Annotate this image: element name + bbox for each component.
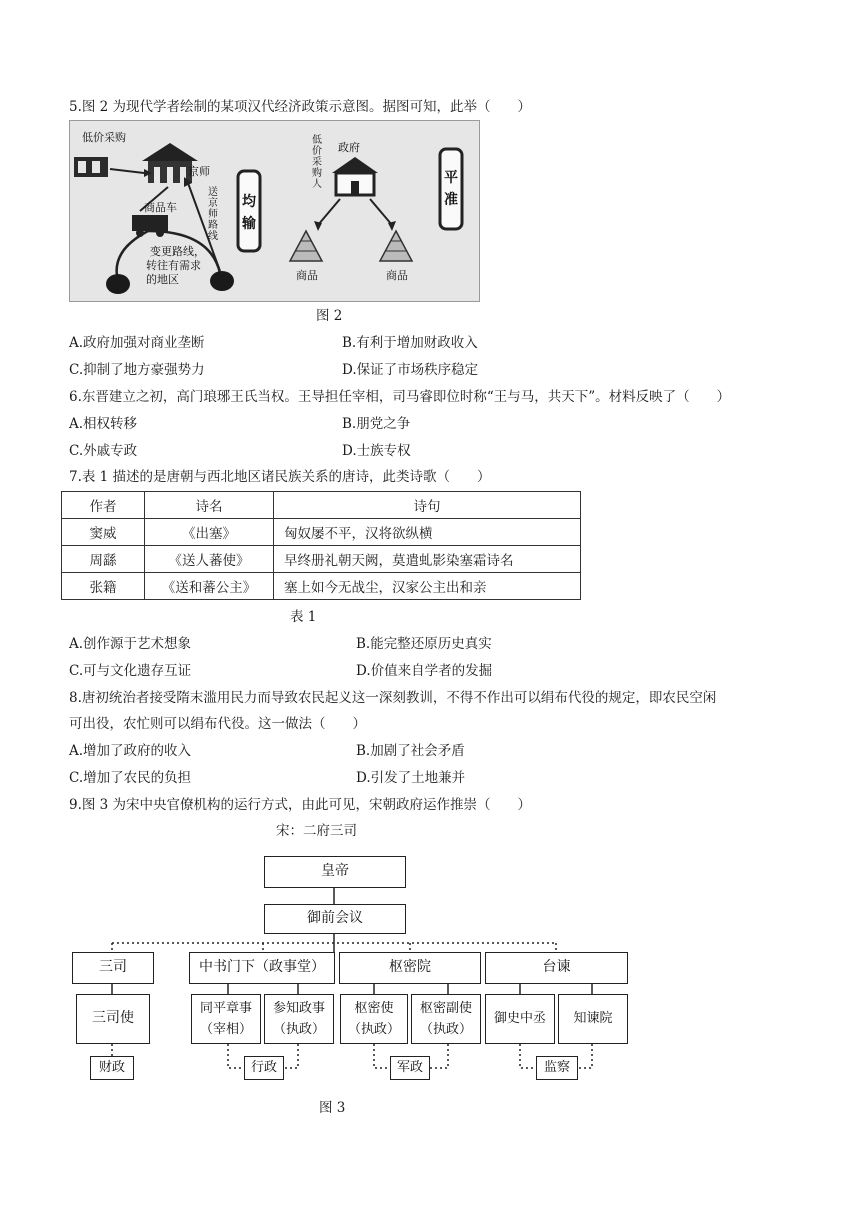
canzhi-box [264,994,334,1044]
q7-option-c[interactable]: C.可与文化遗存互证 [69,663,192,679]
shumi-label: 枢密院 [389,959,431,975]
q7-option-d[interactable]: D.价值来自学者的发掘 [356,663,493,679]
tongping-role: （宰相） [199,1022,252,1037]
q5-option-a[interactable]: A.政府加强对商业垄断 [69,335,205,351]
sansi-label: 三司 [99,959,127,975]
q7-option-a[interactable]: A.创作源于艺术想象 [69,636,192,652]
table-cell-verse: 早终册礼朝天阙，莫遣虬影染塞霜诗名 [274,546,581,573]
figure-2-label-junshu: 均输 [242,194,256,232]
sansishi-label: 三司使 [92,1010,134,1026]
figure-2-label-goods-1: 商品 [296,269,318,282]
figure-3-title: 宋：二府三司 [276,823,357,839]
supervision-box [536,1056,578,1080]
finance-box [90,1056,134,1080]
figure-2-label-goods-2: 商品 [386,269,408,282]
administration-box [244,1056,284,1080]
figure-2-label-buy-low-left: 低价采购 [82,131,126,144]
table-cell-author: 张籍 [62,573,145,600]
table-header-verse: 诗句 [274,492,581,519]
shumifu-box [411,994,481,1044]
imperial-council-label: 御前会议 [307,910,363,926]
question-8-stem-line-1: 8.唐初统治者接受隋末滥用民力而导致农民起义这一深刻教训，不得不作出可以绢布代役的规定，即农民空闲 [69,690,717,706]
table-header-title: 诗名 [145,492,274,519]
q8-option-d[interactable]: D.引发了土地兼并 [356,770,466,786]
q6-option-b[interactable]: B.朋党之争 [342,416,411,432]
figure-2-label-route-3: 的地区 [146,273,179,286]
q6-option-a[interactable]: A.相权转移 [69,416,138,432]
zhijian-box [558,994,628,1044]
table-cell-title: 《送人蕃使》 [145,546,274,573]
q5-option-b[interactable]: B.有利于增加财政收入 [342,335,478,351]
figure-2-label-deliver-route: 送京师路线 [208,187,218,242]
military-box [390,1056,430,1080]
canzhi-role: （执政） [272,1022,325,1037]
shumishi-role: （执政） [347,1022,400,1037]
canzhi-label: 参知政事 [272,1001,325,1016]
tongping-label: 同平章事 [199,1001,252,1016]
tongping-box [191,994,261,1044]
q5-option-d[interactable]: D.保证了市场秩序稳定 [342,362,479,378]
table-cell-verse: 塞上如今无战尘，汉家公主出和亲 [274,573,581,600]
table-cell-title: 《送和蕃公主》 [145,573,274,600]
shumishi-box [340,994,408,1044]
shumishi-label: 枢密使 [354,1001,394,1016]
q5-option-c[interactable]: C.抑制了地方豪强势力 [69,362,205,378]
taijian-box [485,952,628,984]
finance-label: 财政 [98,1060,125,1075]
figure-2-label-route-1: 变更路线， [150,245,205,258]
table-cell-title: 《出塞》 [145,519,274,546]
sansishi-box [76,994,150,1044]
administration-label: 行政 [250,1060,277,1075]
figure-2-label-route-2: 转往有需求 [146,259,201,272]
table-cell-author: 窦威 [62,519,145,546]
figure-2-label-goods-cart: 商品车 [144,201,177,214]
shumifu-label: 枢密副使 [419,1001,472,1016]
question-8-stem-line-2: 可出役，农忙则可以绢布代役。这一做法（ ） [69,716,366,732]
question-6-stem: 6.东晋建立之初，高门琅琊王氏当权。王导担任宰相，司马睿即位时称“王与马，共天下”。材料反映了（ ） [69,389,731,405]
q6-option-c[interactable]: C.外戚专政 [69,443,138,459]
figure-3-caption: 图 3 [319,1100,346,1116]
table-cell-author: 周繇 [62,546,145,573]
yushi-box [485,994,555,1044]
figure-2-label-pingzhun: 平准 [444,170,458,208]
shumi-box [339,952,481,984]
taijian-label: 台谏 [542,959,571,975]
yushi-label: 御史中丞 [493,1011,546,1026]
q8-option-b[interactable]: B.加剧了社会矛盾 [356,743,465,759]
table-cell-verse: 匈奴屡不平，汉将欲纵横 [274,519,581,546]
zhongshu-box [189,952,335,984]
question-5-stem: 5.图 2 为现代学者绘制的某项汉代经济政策示意图。据图可知，此举（ ） [69,99,532,115]
figure-2-label-government: 政府 [338,141,360,154]
zhijian-label: 知谏院 [573,1011,613,1026]
sansi-box [72,952,154,984]
imperial-council-box [264,904,406,934]
table-1-caption: 表 1 [290,609,317,625]
figure-2-caption: 图 2 [316,308,343,324]
q6-option-d[interactable]: D.士族专权 [342,443,411,459]
question-7-stem: 7.表 1 描述的是唐朝与西北地区诸民族关系的唐诗，此类诗歌（ ） [69,469,491,485]
figure-2-label-buy-low-mid: 低价采购人 [312,135,322,190]
shumifu-role: （执政） [419,1022,472,1037]
emperor-label: 皇帝 [321,863,349,879]
military-label: 军政 [396,1060,423,1075]
zhongshu-label: 中书门下（政事堂） [199,959,325,975]
q7-option-b[interactable]: B.能完整还原历史真实 [356,636,492,652]
table-header-author: 作者 [62,492,145,519]
emperor-box [264,856,406,888]
q8-option-a[interactable]: A.增加了政府的收入 [69,743,192,759]
q8-option-c[interactable]: C.增加了农民的负担 [69,770,192,786]
figure-2-label-capital: 京师 [188,165,210,178]
supervision-label: 监察 [543,1060,570,1075]
question-9-stem: 9.图 3 为宋中央官僚机构的运行方式，由此可见，宋朝政府运作推崇（ ） [69,797,532,813]
